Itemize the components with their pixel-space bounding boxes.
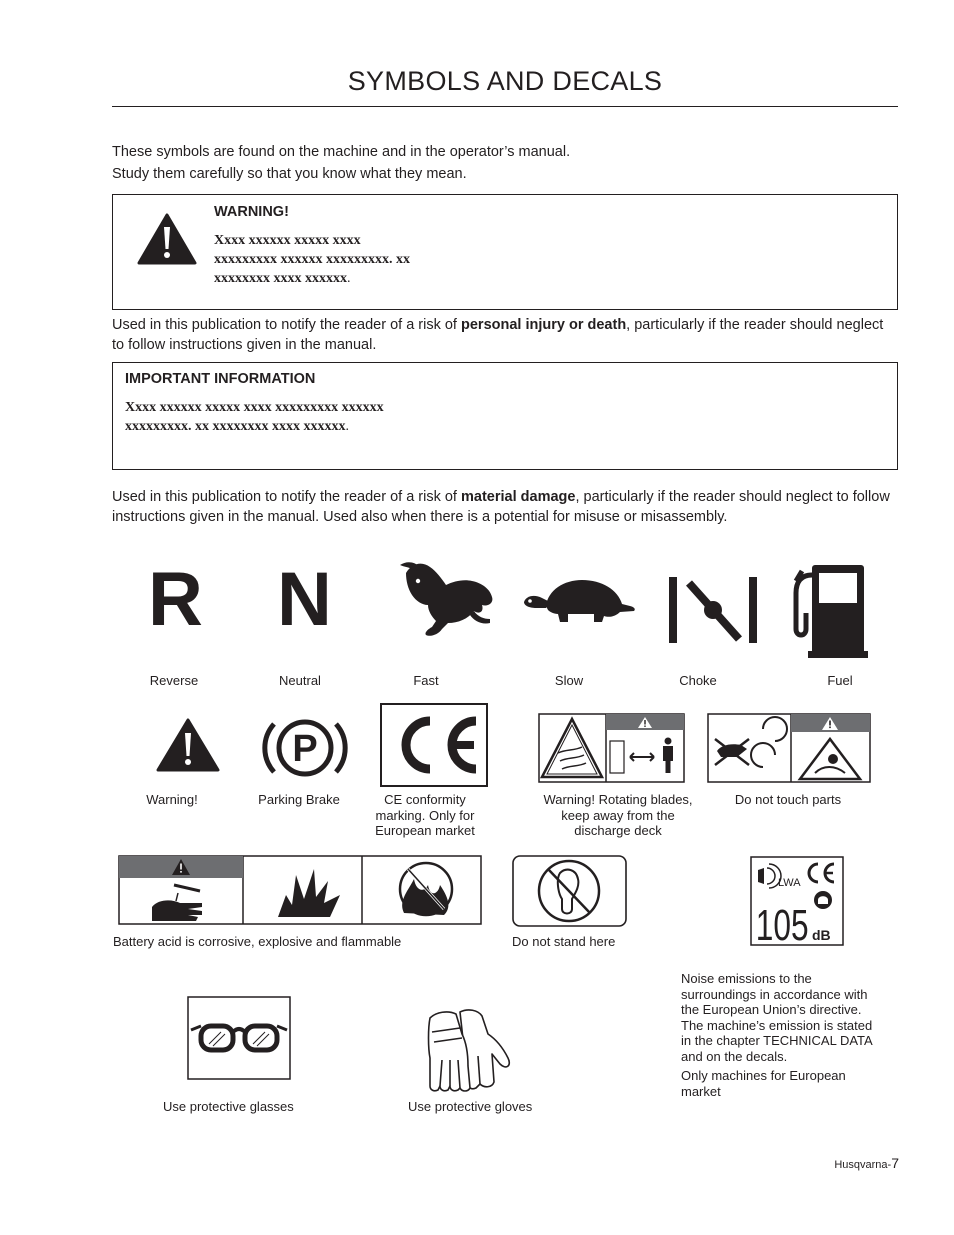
glasses-caption: Use protective glasses [163, 1099, 294, 1114]
noise-line-5: in the chapter TECHNICAL DATA [681, 1033, 873, 1048]
warning-heading: WARNING! [214, 204, 289, 220]
intro-line-1: These symbols are found on the machine and in the operator’s manual. [112, 144, 571, 160]
blades-caption-line-2: keep away from the [561, 807, 675, 823]
page-footer [834, 1155, 899, 1171]
rotating-blades-caption [528, 792, 708, 839]
neutral-letter-icon: N [277, 557, 332, 642]
warning-symbol-icon [156, 718, 220, 772]
rotating-blades-decal-icon [538, 713, 685, 783]
safety-glasses-icon [187, 996, 291, 1080]
no-standing-icon [512, 855, 627, 927]
info-desc-bold: material damage [461, 489, 576, 505]
info-heading: IMPORTANT INFORMATION [125, 371, 316, 387]
warning-description [112, 316, 898, 355]
noise-emission-decal-icon [750, 856, 844, 946]
choke-caption: Choke [679, 673, 717, 688]
warning-line-3: xxxxxxxx xxxx xxxxxx [214, 271, 347, 286]
noise-description [681, 971, 873, 1099]
protective-gloves-icon [422, 1004, 522, 1094]
parking-letter: P [292, 728, 318, 770]
info-description [112, 488, 898, 527]
noise-line-8: market [681, 1083, 721, 1099]
ce-caption-line-2: marking. Only for [375, 807, 475, 823]
lwa-label: LWA [778, 877, 801, 889]
warning-placeholder-text [214, 231, 410, 288]
info-line-2-period: . [345, 419, 349, 434]
page-title: SYMBOLS AND DECALS [347, 66, 663, 96]
noise-unit: dB [812, 927, 831, 943]
info-line-2-wrap [125, 417, 384, 436]
noise-line-4: The machine’s emission is stated [681, 1017, 873, 1033]
ce-caption-line-1: CE conformity [384, 792, 466, 807]
slow-caption: Slow [554, 673, 584, 688]
fuel-pump-icon [792, 563, 870, 659]
no-stand-caption: Do not stand here [512, 934, 616, 949]
blades-caption-line-3: discharge deck [574, 823, 662, 838]
info-line-1: Xxxx xxxxxx xxxxx xxxx xxxxxxxxx xxxxxx [125, 400, 384, 415]
info-line-2: xxxxxxxxx. xx xxxxxxxx xxxx xxxxxx [125, 419, 346, 434]
choke-icon [667, 575, 761, 645]
warning-line-1: Xxxx xxxxxx xxxxx xxxx [214, 233, 361, 248]
ce-caption-line-3: European market [375, 823, 475, 838]
do-not-touch-decal-icon [707, 713, 871, 783]
do-not-touch-caption: Do not touch parts [734, 792, 842, 807]
noise-line-2: surroundings in accordance with [681, 986, 868, 1002]
intro-line-2: Study them carefully so that you know what they mean. [112, 165, 467, 182]
info-placeholder-text [125, 398, 384, 436]
warning-desc-text-end: , particularly if the reader should neglect to follow instructions given in the manual. [112, 317, 884, 353]
noise-line-7: Only machines for European [681, 1068, 846, 1083]
ce-mark-icon [380, 703, 488, 787]
battery-decal-icon [118, 855, 482, 925]
footer-brand: Husqvarna- [834, 1159, 892, 1171]
noise-line-1: Noise emissions to the [681, 971, 812, 986]
warning-line-2: xxxxxxxxx xxxxxx xxxxxxxxx. xx [214, 252, 410, 267]
warning-caption: Warning! [146, 792, 198, 807]
parking-brake-caption: Parking Brake [258, 792, 340, 807]
page-number: 7 [891, 1155, 899, 1171]
reverse-letter-icon: R [148, 557, 203, 642]
info-desc-text-end: , particularly if the reader should neglect to follow instructions given in the manual. Used also when there is a potential for misuse or misassembly. [112, 489, 890, 525]
battery-caption: Battery acid is corrosive, explosive and flammable [113, 934, 402, 949]
fast-caption: Fast [413, 673, 439, 688]
warning-desc-bold: personal injury or death [461, 317, 627, 333]
blades-caption-line-1: Warning! Rotating blades, [543, 792, 693, 807]
warning-line-3-period: . [347, 271, 351, 286]
warning-line-3-wrap [214, 269, 410, 288]
neutral-caption: Neutral [279, 673, 321, 688]
reverse-caption: Reverse [149, 673, 199, 688]
noise-line-3: the European Union’s directive. [681, 1002, 862, 1017]
warning-triangle-icon [137, 213, 197, 265]
turtle-icon [522, 576, 638, 624]
parking-brake-icon [261, 712, 349, 784]
rabbit-icon [398, 559, 496, 639]
info-desc-text: Used in this publication to notify the reader of a risk of [112, 489, 461, 505]
noise-line-6: and on the decals. [681, 1048, 788, 1064]
title-rule [112, 106, 898, 107]
warning-desc-text: Used in this publication to notify the reader of a risk of [112, 317, 461, 333]
warning-box [112, 194, 898, 310]
gloves-caption: Use protective gloves [408, 1099, 533, 1114]
intro-text [112, 142, 570, 185]
important-info-box [112, 362, 898, 470]
ce-caption [360, 792, 490, 839]
noise-level-value: 105 [755, 900, 809, 946]
fuel-caption: Fuel [827, 673, 853, 688]
